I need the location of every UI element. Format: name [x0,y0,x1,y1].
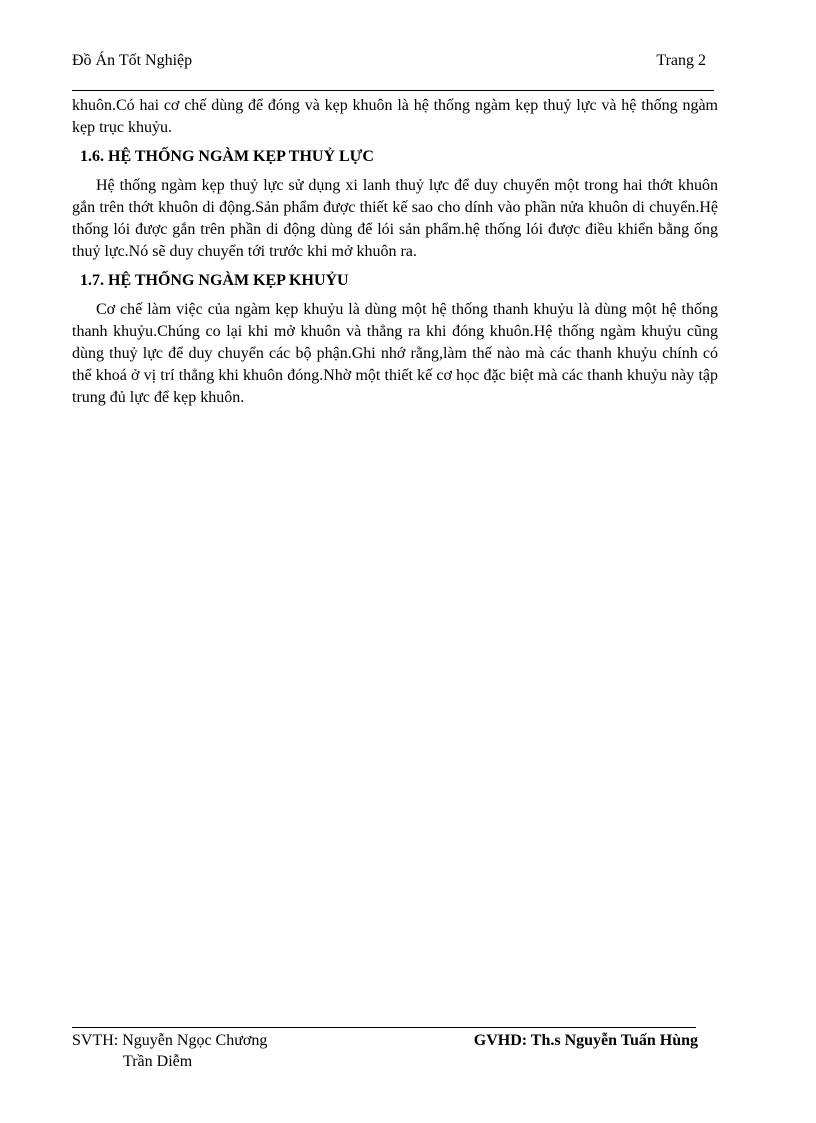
section-heading-1-6: 1.6. HỆ THỐNG NGÀM KẸP THUỶ LỰC [80,148,374,165]
footer-divider [72,1027,696,1028]
page-header [72,52,712,74]
student-line-1: SVTH: Nguyễn Ngọc Chương [72,1032,268,1049]
page-number: Trang 2 [656,52,706,69]
document-title: Đồ Án Tốt Nghiệp [72,52,193,69]
student-names [72,1030,267,1072]
advisor-name: GVHD: Th.s Nguyễn Tuấn Hùng [473,1032,698,1049]
intro-paragraph: khuôn.Có hai cơ chế dùng để đóng và kẹp khuôn là hệ thống ngàm kẹp thuỷ lực và hệ thống ngàm kẹp trục khuỷu. [72,97,718,136]
student-line-2: Trần Diễm [123,1053,193,1070]
header-divider [72,90,714,91]
section-paragraph-1-7: Cơ chế làm việc của ngàm kẹp khuỷu là dùng một hệ thống thanh khuỷu là dùng một hệ thống thanh khuỷu.Chúng co lại khi mở khuôn và thẳng ra khi đóng khuôn.Hệ thống ngàm khuỷu cũng dùng thuỷ lực để duy chuyển các bộ phận.Ghi nhớ rằng,làm thế nào mà các thanh khuỷu chính có thể khoá ở vị trí thẳng khi khuôn đóng.Nhờ một thiết kế cơ học đặc biệt mà các thanh khuỷu này tập trung đủ lực để kẹp khuôn. [72,301,718,406]
section-heading-1-7: 1.7. HỆ THỐNG NGÀM KẸP KHUỶU [80,272,349,289]
page-body [72,95,718,409]
section-paragraph-1-6: Hệ thống ngàm kẹp thuỷ lực sử dụng xi lanh thuỷ lực để duy chuyển một trong hai thớt khuôn gắn trên thớt khuôn di động.Sản phẩm được thiết kế sao cho dính vào phần nửa khuôn di chuyển.Hệ thống lói được gắn trên phần di động dùng để lói sản phẩm.hệ thống lói được điều khiển bằng ống thuỷ lực.Nó sẽ duy chuyển tới trước khi mở khuôn ra. [72,177,718,260]
